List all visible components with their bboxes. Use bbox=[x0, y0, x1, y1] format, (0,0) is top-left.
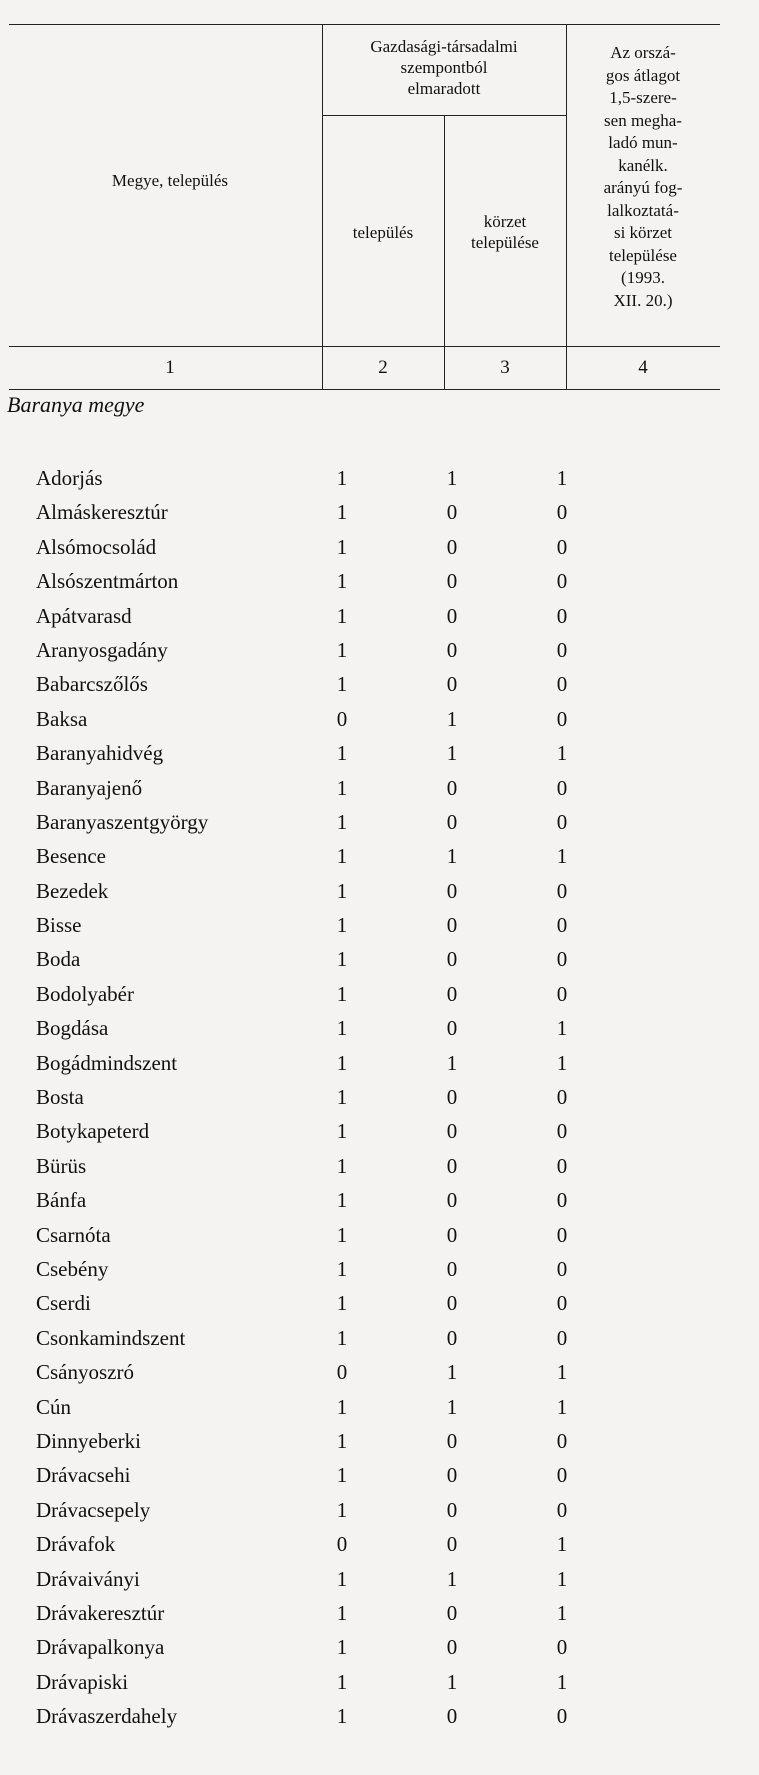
cell-col3: 1 bbox=[446, 741, 458, 766]
col3-header-line2: települése bbox=[471, 233, 539, 252]
col-divider-2 bbox=[444, 115, 445, 390]
table-row bbox=[0, 634, 759, 668]
cell-col2: 1 bbox=[336, 1085, 348, 1110]
table-row bbox=[0, 1666, 759, 1700]
cell-col2: 1 bbox=[336, 1325, 348, 1350]
cell-col3: 0 bbox=[446, 1463, 458, 1488]
cell-col4: 0 bbox=[556, 775, 568, 800]
cell-col2: 1 bbox=[336, 1394, 348, 1419]
cell-col2: 1 bbox=[336, 1704, 348, 1729]
settlement-name: Drávapalkonya bbox=[36, 1635, 165, 1660]
table-row bbox=[0, 1563, 759, 1597]
cell-col4: 1 bbox=[556, 844, 568, 869]
cell-col3: 1 bbox=[446, 1394, 458, 1419]
cell-col4: 1 bbox=[556, 1669, 568, 1694]
cell-col2: 1 bbox=[336, 569, 348, 594]
table-row bbox=[0, 1253, 759, 1287]
cell-col2: 1 bbox=[336, 637, 348, 662]
table-row bbox=[0, 1597, 759, 1631]
settlement-name: Bisse bbox=[36, 913, 82, 938]
settlement-name: Bogdása bbox=[36, 1016, 109, 1041]
cell-col4: 0 bbox=[556, 534, 568, 559]
settlement-name: Baksa bbox=[36, 706, 88, 731]
cell-col2: 1 bbox=[336, 913, 348, 938]
cell-col2: 1 bbox=[336, 603, 348, 628]
settlement-name: Baranyaszentgyörgy bbox=[36, 809, 209, 834]
cell-col3: 0 bbox=[446, 1188, 458, 1213]
column-number-1: 1 bbox=[165, 357, 175, 378]
cell-col2: 1 bbox=[336, 1669, 348, 1694]
cell-col3: 0 bbox=[446, 1291, 458, 1316]
cell-col3: 0 bbox=[446, 1600, 458, 1625]
col4-header-line: települése bbox=[609, 245, 677, 265]
table-row bbox=[0, 1391, 759, 1425]
cell-col3: 0 bbox=[446, 1325, 458, 1350]
col3-header-line1: körzet bbox=[483, 212, 527, 231]
col4-header-line: XII. 20.) bbox=[613, 290, 673, 310]
table-row bbox=[0, 1700, 759, 1734]
table-row bbox=[0, 737, 759, 771]
col-divider-1 bbox=[322, 24, 323, 390]
cell-col3: 0 bbox=[446, 913, 458, 938]
table-row bbox=[0, 1356, 759, 1390]
cell-col4: 1 bbox=[556, 1566, 568, 1591]
cell-col2: 1 bbox=[336, 1188, 348, 1213]
cell-col4: 1 bbox=[556, 741, 568, 766]
table-row bbox=[0, 1047, 759, 1081]
group-header bbox=[326, 36, 562, 99]
group-header-line2: szempontból bbox=[400, 58, 488, 77]
table-row bbox=[0, 875, 759, 909]
cell-col2: 1 bbox=[336, 1016, 348, 1041]
settlement-name: Drávapiski bbox=[36, 1669, 129, 1694]
col2-header: település bbox=[352, 223, 414, 242]
table-header bbox=[0, 0, 759, 400]
table-row bbox=[0, 1459, 759, 1493]
cell-col2: 1 bbox=[336, 1291, 348, 1316]
header-bottom-rule bbox=[9, 346, 720, 347]
cell-col4: 0 bbox=[556, 1291, 568, 1316]
table-row bbox=[0, 1287, 759, 1321]
cell-col4: 0 bbox=[556, 500, 568, 525]
cell-col2: 1 bbox=[336, 672, 348, 697]
col4-header-line: ladó mun- bbox=[608, 133, 678, 152]
cell-col4: 1 bbox=[556, 1532, 568, 1557]
cell-col3: 0 bbox=[446, 1222, 458, 1247]
cell-col3: 0 bbox=[446, 603, 458, 628]
table-row bbox=[0, 1081, 759, 1115]
cell-col2: 1 bbox=[336, 809, 348, 834]
cell-col4: 0 bbox=[556, 672, 568, 697]
col-divider-3 bbox=[566, 24, 567, 390]
header-top-rule bbox=[9, 24, 720, 25]
cell-col3: 0 bbox=[446, 672, 458, 697]
table-row bbox=[0, 978, 759, 1012]
column-number-2: 2 bbox=[378, 357, 388, 378]
col4-header-line: si körzet bbox=[613, 223, 673, 242]
table-row bbox=[0, 496, 759, 530]
cell-col3: 0 bbox=[446, 1635, 458, 1660]
cell-col3: 0 bbox=[446, 637, 458, 662]
cell-col2: 1 bbox=[336, 844, 348, 869]
settlement-name: Besence bbox=[36, 844, 106, 869]
settlement-name: Csebény bbox=[36, 1256, 109, 1281]
cell-col3: 0 bbox=[446, 809, 458, 834]
col4-header-line: Az orszá- bbox=[610, 43, 676, 62]
cell-col3: 0 bbox=[446, 1532, 458, 1557]
cell-col3: 1 bbox=[446, 1050, 458, 1075]
cell-col2: 1 bbox=[336, 1600, 348, 1625]
cell-col3: 0 bbox=[446, 1016, 458, 1041]
cell-col4: 0 bbox=[556, 1635, 568, 1660]
settlement-name: Drávaiványi bbox=[36, 1566, 140, 1591]
cell-col2: 1 bbox=[336, 1119, 348, 1144]
col4-header-line: gos átlagot bbox=[605, 65, 681, 85]
settlement-name: Csányoszró bbox=[36, 1360, 134, 1385]
settlement-name: Dinnyeberki bbox=[36, 1428, 141, 1453]
table-row bbox=[0, 668, 759, 702]
cell-col2: 0 bbox=[336, 1532, 348, 1557]
settlement-name: Bogádmindszent bbox=[36, 1050, 178, 1075]
cell-col4: 0 bbox=[556, 1222, 568, 1247]
cell-col4: 0 bbox=[556, 1256, 568, 1281]
settlement-name: Botykapeterd bbox=[36, 1119, 150, 1144]
settlement-name: Babarcszőlős bbox=[36, 672, 148, 697]
table-row bbox=[0, 1322, 759, 1356]
cell-col2: 1 bbox=[336, 1153, 348, 1178]
table-row bbox=[0, 1012, 759, 1046]
column-number-3: 3 bbox=[500, 357, 510, 378]
settlement-name: Drávakeresztúr bbox=[36, 1600, 165, 1625]
cell-col3: 0 bbox=[446, 1428, 458, 1453]
cell-col3: 1 bbox=[446, 1360, 458, 1385]
region-title: Baranya megye bbox=[7, 392, 145, 417]
cell-col4: 0 bbox=[556, 637, 568, 662]
cell-col2: 1 bbox=[336, 500, 348, 525]
cell-col4: 1 bbox=[556, 1050, 568, 1075]
table-row bbox=[0, 772, 759, 806]
table-row bbox=[0, 1425, 759, 1459]
col1-header: Megye, település bbox=[111, 171, 229, 190]
cell-col2: 1 bbox=[336, 1463, 348, 1488]
settlement-name: Alsómocsolád bbox=[36, 534, 157, 559]
settlement-name: Apátvarasd bbox=[36, 603, 132, 628]
cell-col2: 1 bbox=[336, 1566, 348, 1591]
settlement-name: Drávaszerdahely bbox=[36, 1704, 178, 1729]
cell-col4: 1 bbox=[556, 1394, 568, 1419]
table-row bbox=[0, 1115, 759, 1149]
cell-col4: 0 bbox=[556, 1085, 568, 1110]
cell-col4: 0 bbox=[556, 1188, 568, 1213]
cell-col4: 0 bbox=[556, 1497, 568, 1522]
table-row bbox=[0, 1184, 759, 1218]
cell-col3: 0 bbox=[446, 569, 458, 594]
cell-col2: 1 bbox=[336, 947, 348, 972]
cell-col4: 0 bbox=[556, 1463, 568, 1488]
group-header-line3: elmaradott bbox=[407, 79, 481, 98]
settlement-name: Drávacsepely bbox=[36, 1497, 151, 1522]
cell-col4: 0 bbox=[556, 878, 568, 903]
cell-col3: 1 bbox=[446, 844, 458, 869]
settlement-name: Baranyajenő bbox=[36, 775, 143, 800]
cell-col2: 1 bbox=[336, 775, 348, 800]
cell-col4: 1 bbox=[556, 1360, 568, 1385]
table-row bbox=[0, 600, 759, 634]
cell-col4: 1 bbox=[556, 1016, 568, 1041]
cell-col2: 1 bbox=[336, 534, 348, 559]
cell-col3: 1 bbox=[446, 1566, 458, 1591]
cell-col4: 0 bbox=[556, 1325, 568, 1350]
col4-header-line: kanélk. bbox=[618, 155, 668, 175]
table-row bbox=[0, 806, 759, 840]
group-header-line1: Gazdasági-társadalmi bbox=[370, 37, 518, 56]
cell-col4: 0 bbox=[556, 913, 568, 938]
cell-col4: 0 bbox=[556, 1704, 568, 1729]
cell-col3: 0 bbox=[446, 1119, 458, 1144]
cell-col3: 0 bbox=[446, 1153, 458, 1178]
cell-col4: 0 bbox=[556, 1153, 568, 1178]
settlement-name: Almáskeresztúr bbox=[36, 500, 168, 525]
cell-col3: 0 bbox=[446, 1256, 458, 1281]
cell-col2: 1 bbox=[336, 1256, 348, 1281]
numbers-bottom-rule bbox=[9, 389, 720, 390]
col4-header-line: sen megha- bbox=[604, 110, 682, 130]
cell-col3: 0 bbox=[446, 878, 458, 903]
table-row bbox=[0, 1631, 759, 1665]
table-row bbox=[0, 840, 759, 874]
cell-col2: 1 bbox=[336, 1635, 348, 1660]
col4-header-line: lalkoztatá- bbox=[607, 200, 679, 220]
cell-col4: 0 bbox=[556, 603, 568, 628]
cell-col4: 0 bbox=[556, 569, 568, 594]
settlement-name: Baranyahidvég bbox=[36, 741, 164, 766]
cell-col4: 0 bbox=[556, 1428, 568, 1453]
cell-col2: 0 bbox=[336, 1360, 348, 1385]
table-row bbox=[0, 943, 759, 977]
column-number-4: 4 bbox=[638, 357, 648, 378]
col3-header bbox=[448, 211, 562, 253]
cell-col4: 0 bbox=[556, 947, 568, 972]
cell-col4: 0 bbox=[556, 706, 568, 731]
cell-col2: 1 bbox=[336, 741, 348, 766]
cell-col2: 1 bbox=[336, 1050, 348, 1075]
settlement-name: Bodolyabér bbox=[36, 981, 134, 1006]
settlement-name: Csonkamindszent bbox=[36, 1325, 186, 1350]
cell-col2: 1 bbox=[336, 878, 348, 903]
cell-col3: 1 bbox=[446, 466, 458, 490]
cell-col3: 0 bbox=[446, 1085, 458, 1110]
cell-col4: 0 bbox=[556, 809, 568, 834]
table-row bbox=[0, 531, 759, 565]
col4-header-line: (1993. bbox=[621, 268, 665, 287]
cell-col3: 1 bbox=[446, 706, 458, 731]
cell-col4: 1 bbox=[556, 1600, 568, 1625]
settlement-name: Cserdi bbox=[36, 1291, 91, 1316]
settlement-name: Boda bbox=[36, 947, 81, 972]
cell-col3: 0 bbox=[446, 947, 458, 972]
settlement-name: Bánfa bbox=[36, 1188, 87, 1213]
cell-col2: 1 bbox=[336, 1428, 348, 1453]
table-row bbox=[0, 703, 759, 737]
table-body bbox=[0, 462, 759, 1734]
table-row bbox=[0, 565, 759, 599]
table-row bbox=[0, 1150, 759, 1184]
cell-col4: 0 bbox=[556, 1119, 568, 1144]
table-row bbox=[0, 462, 759, 496]
settlement-name: Bürüs bbox=[36, 1153, 87, 1178]
col4-header bbox=[568, 42, 718, 312]
cell-col4: 0 bbox=[556, 981, 568, 1006]
cell-col2: 1 bbox=[336, 981, 348, 1006]
cell-col3: 0 bbox=[446, 1497, 458, 1522]
settlement-name: Adorjás bbox=[36, 466, 103, 490]
settlement-name: Bezedek bbox=[36, 878, 109, 903]
settlement-name: Alsószentmárton bbox=[36, 569, 179, 594]
cell-col2: 1 bbox=[336, 1222, 348, 1247]
cell-col3: 0 bbox=[446, 1704, 458, 1729]
cell-col2: 0 bbox=[336, 706, 348, 731]
table-row bbox=[0, 1528, 759, 1562]
settlement-name: Drávacsehi bbox=[36, 1463, 131, 1488]
table-row bbox=[0, 1494, 759, 1528]
col4-header-line: arányú fog- bbox=[603, 178, 683, 197]
col4-header-line: 1,5-szere- bbox=[609, 88, 677, 107]
cell-col2: 1 bbox=[336, 466, 348, 490]
cell-col3: 0 bbox=[446, 981, 458, 1006]
cell-col3: 1 bbox=[446, 1669, 458, 1694]
settlement-name: Drávafok bbox=[36, 1532, 116, 1557]
settlement-name: Aranyosgadány bbox=[36, 637, 168, 662]
cell-col3: 0 bbox=[446, 500, 458, 525]
settlement-name: Bosta bbox=[36, 1085, 84, 1110]
settlement-name: Csarnóta bbox=[36, 1222, 111, 1247]
cell-col4: 1 bbox=[556, 466, 568, 490]
cell-col2: 1 bbox=[336, 1497, 348, 1522]
table-row bbox=[0, 1219, 759, 1253]
settlement-name: Cún bbox=[36, 1394, 72, 1419]
cell-col3: 0 bbox=[446, 534, 458, 559]
cell-col3: 0 bbox=[446, 775, 458, 800]
table-row bbox=[0, 909, 759, 943]
